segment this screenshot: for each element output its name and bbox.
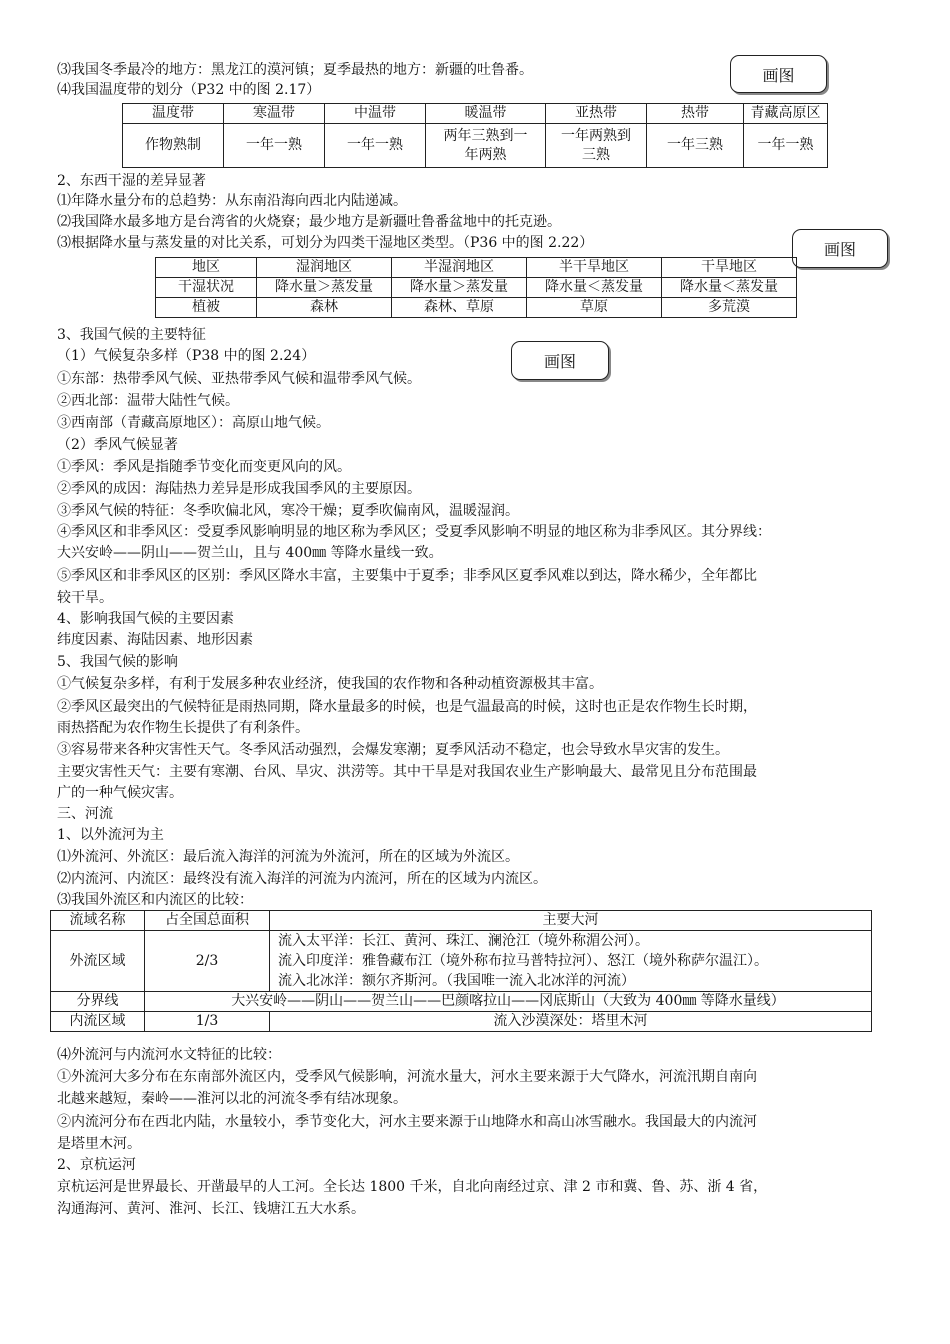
text-line: ②季风的成因：海陆热力差异是形成我国季风的主要原因。 [57,481,421,497]
text-line: ①气候复杂多样，有利于发展多种农业经济，使我国的农作物和各种动植资源极其丰富。 [57,676,603,692]
table-cell: 地区 [156,258,257,278]
text-line: （1）气候复杂多样（P38 中的图 2.24） [57,348,316,364]
text-line: 雨热搭配为农作物生长提供了有利条件。 [57,720,309,736]
table-cell: 大兴安岭——阴山——贺兰山——巴颜喀拉山——冈底斯山（大致为 400㎜ 等降水量线） [145,992,872,1012]
text-line: ⑶根据降水量与蒸发量的对比关系，可划分为四类干湿地区类型。（P36 中的图 2.22） [57,235,594,251]
text-line: ②西北部：温带大陆性气候。 [57,393,239,409]
table-row [123,104,828,124]
table-cell: 主要大河 [270,911,872,931]
text-line: ②内流河分布在西北内陆，水量较小，季节变化大，河水主要来源于山地降水和高山冰雪融水。我国最大的内流河 [57,1114,757,1130]
table-cell: 森林、草原 [392,298,527,318]
table-cell: 湿润地区 [257,258,392,278]
river-line: 流入印度洋：雅鲁藏布江（境外称布拉马普特拉河）、怒江（境外称萨尔温江）。 [278,953,768,969]
table-cell: 一年三熟 [647,124,744,168]
text-line: ⑷我国温度带的划分（P32 中的图 2.17） [57,82,321,98]
text-line: ③季风气候的特征：冬季吹偏北风，寒冷干燥；夏季吹偏南风，温暖湿润。 [57,503,519,519]
section-heading: 2、京杭运河 [57,1157,136,1173]
table-cell: 降水量＞蒸发量 [392,278,527,298]
text-line: 沟通海河、黄河、淮河、长江、钱塘江五大水系。 [57,1201,365,1217]
text-line: ⑶我国冬季最冷的地方：黑龙江的漠河镇；夏季最热的地方：新疆的吐鲁番。 [57,62,533,78]
text-line: ③容易带来各种灾害性天气。冬季风活动强烈，会爆发寒潮；夏季风活动不稳定，也会导致水旱灾害的发生。 [57,742,729,758]
table-row [156,278,797,298]
table-row [123,124,828,168]
table-cell: 多荒漠 [662,298,797,318]
river-line: 流入太平洋：长江、黄河、珠江、澜沧江（境外称湄公河）。 [278,933,649,949]
table-cell: 亚热带 [546,104,647,124]
table-row [51,911,872,931]
table-cell: 森林 [257,298,392,318]
table-cell: 降水量＜蒸发量 [662,278,797,298]
table-cell: 内流区域 [51,1012,145,1032]
table-row [156,258,797,278]
table-cell: 暖温带 [426,104,546,124]
drainage-comparison-table [50,910,872,1032]
text-line: ③西南部（青藏高原地区）：高原山地气候。 [57,415,330,431]
table-cell: 温度带 [123,104,224,124]
section-heading: 4、影响我国气候的主要因素 [57,611,234,627]
table-cell: 1/3 [145,1012,270,1032]
section-heading: 1、以外流河为主 [57,827,164,843]
temperature-zone-table [122,103,828,168]
section-heading: 三、河流 [57,806,113,822]
table-cell: 一年一熟 [325,124,426,168]
dryness-table [155,257,797,318]
text-line: 较干旱。 [57,590,113,606]
table-cell [270,931,872,992]
table-row [51,992,872,1012]
text-line: 纬度因素、海陆因素、地形因素 [57,632,253,648]
text-line: 主要灾害性天气：主要有寒潮、台风、旱灾、洪涝等。其中干旱是对我国农业生产影响最大、最常见且分布范围最 [57,764,757,780]
text-line: ⑶我国外流区和内流区的比较： [57,892,253,908]
table-cell: 占全国总面积 [145,911,270,931]
table-cell: 寒温带 [224,104,325,124]
text-line: （2）季风气候显著 [57,437,178,453]
table-cell: 作物熟制 [123,124,224,168]
table-cell: 一年两熟到三熟 [546,124,647,168]
draw-button[interactable]: 画图 [792,229,888,268]
text-line: ①外流河大多分布在东南部外流区内，受季风气候影响，河流水量大，河水主要来源于大气降水，河流汛期自南向 [57,1069,757,1085]
table-cell: 两年三熟到一年两熟 [426,124,546,168]
table-cell: 降水量＜蒸发量 [527,278,662,298]
text-line: ④季风区和非季风区：受夏季风影响明显的地区称为季风区；受夏季风影响不明显的地区称为非季风区。其分界线： [57,524,771,540]
table-cell: 植被 [156,298,257,318]
draw-button[interactable]: 画图 [511,341,609,380]
text-line: ⑤季风区和非季风区的区别：季风区降水丰富，主要集中于夏季；非季风区夏季风难以到达，降水稀少，全年都比 [57,568,757,584]
text-line: 大兴安岭——阴山——贺兰山，且与 400㎜ 等降水量线一致。 [57,545,443,561]
table-cell: 半湿润地区 [392,258,527,278]
table-cell: 一年一熟 [224,124,325,168]
section-heading: 3、我国气候的主要特征 [57,327,206,343]
table-cell: 流域名称 [51,911,145,931]
text-line: 京杭运河是世界最长、开凿最早的人工河。全长达 1800 千米，自北向南经过京、津 2 市和冀、鲁、苏、浙 4 省， [57,1179,768,1195]
table-cell: 降水量＞蒸发量 [257,278,392,298]
text-line: ②季风区最突出的气候特征是雨热同期，降水量最多的时候，也是气温最高的时候，这时也正是农作物生长时期， [57,699,757,715]
section-heading: 2、东西干湿的差异显著 [57,173,206,189]
text-line: ①东部：热带季风气候、亚热带季风气候和温带季风气候。 [57,371,421,387]
text-line: ⑴外流河、外流区：最后流入海洋的河流为外流河，所在的区域为外流区。 [57,849,519,865]
river-line: 流入北冰洋：额尔齐斯河。（我国唯一流入北冰洋的河流） [278,973,635,989]
table-cell: 青藏高原区 [744,104,828,124]
text-line: ⑵我国降水最多地方是台湾省的火烧寮；最少地方是新疆吐鲁番盆地中的托克逊。 [57,214,561,230]
table-row [51,1012,872,1032]
text-line: ⑴年降水量分布的总趋势：从东南沿海向西北内陆递减。 [57,193,407,209]
text-line: ⑵内流河、内流区：最终没有流入海洋的河流为内流河，所在的区域为内流区。 [57,871,547,887]
table-cell: 2/3 [145,931,270,992]
table-row [51,931,872,992]
text-line: 是塔里木河。 [57,1136,141,1152]
text-line: ①季风：季风是指随季节变化而变更风向的风。 [57,459,351,475]
table-row [156,298,797,318]
table-cell: 草原 [527,298,662,318]
draw-button[interactable]: 画图 [730,55,827,93]
table-cell: 半干旱地区 [527,258,662,278]
table-cell: 干湿状况 [156,278,257,298]
text-line: ⑷外流河与内流河水文特征的比较： [57,1047,281,1063]
table-cell: 中温带 [325,104,426,124]
text-line: 广的一种气候灾害。 [57,785,183,801]
table-cell: 分界线 [51,992,145,1012]
section-heading: 5、我国气候的影响 [57,654,178,670]
table-cell: 一年一熟 [744,124,828,168]
table-cell: 热带 [647,104,744,124]
table-cell: 流入沙漠深处：塔里木河 [270,1012,872,1032]
table-cell: 干旱地区 [662,258,797,278]
text-line: 北越来越短，秦岭——淮河以北的河流冬季有结冰现象。 [57,1091,407,1107]
table-cell: 外流区域 [51,931,145,992]
